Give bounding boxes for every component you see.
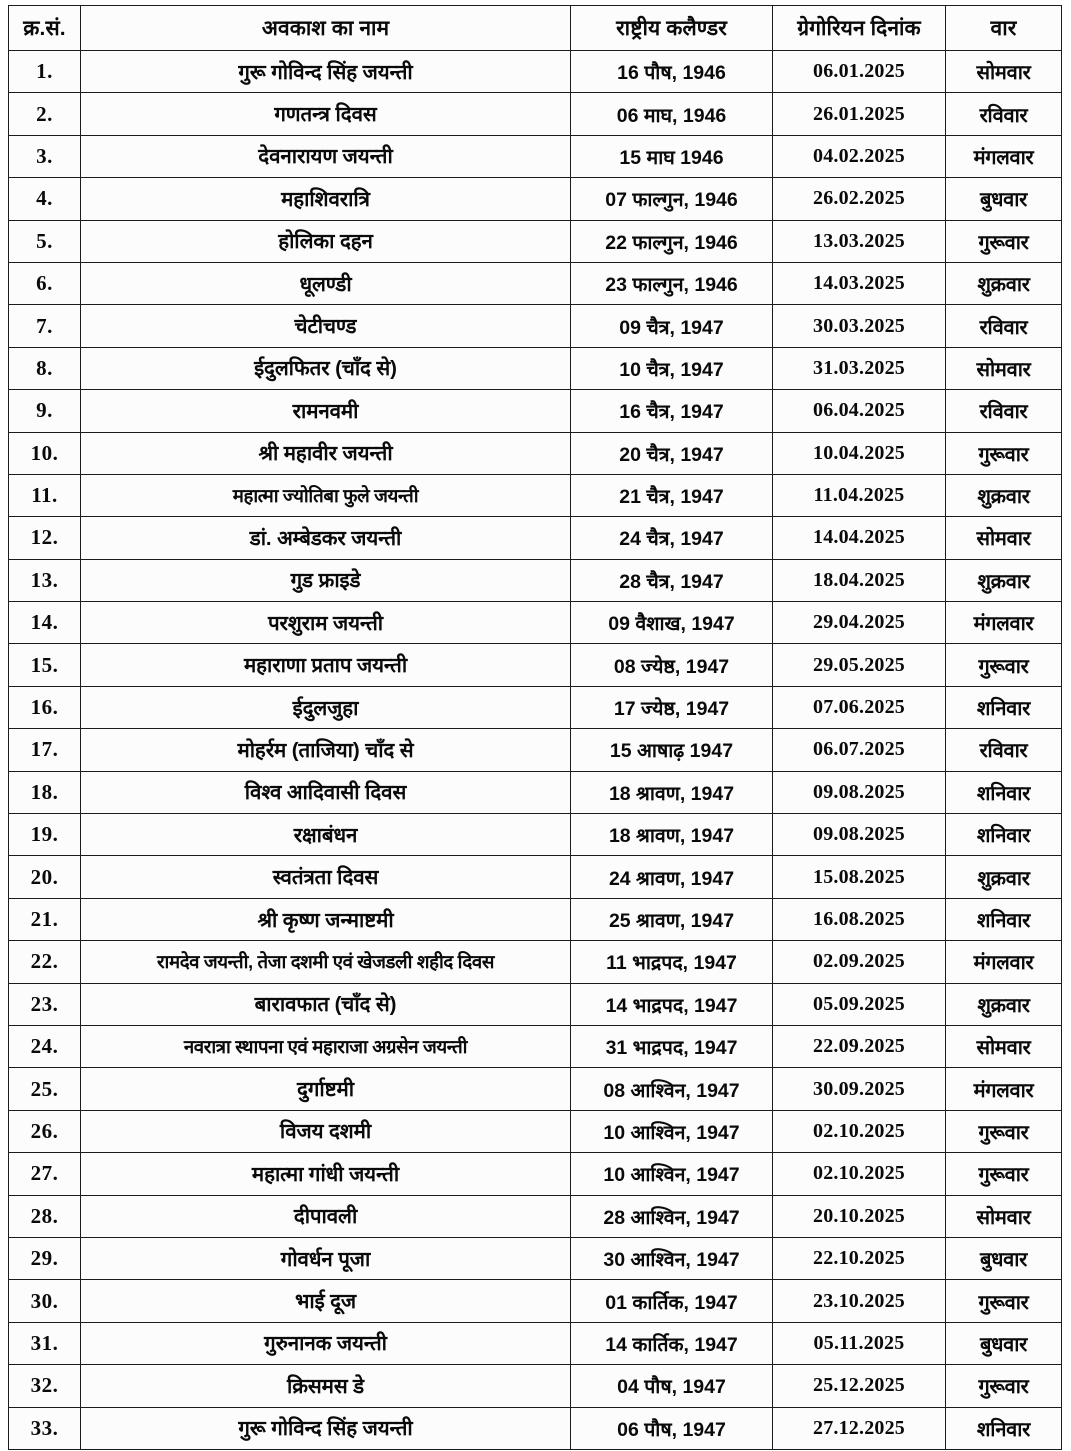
cell-gregorian-date: 30.09.2025 [773,1068,946,1110]
holiday-calendar-container [8,5,1061,1450]
cell-gregorian-date: 30.03.2025 [773,305,946,347]
cell-gregorian-date: 06.01.2025 [773,51,946,93]
cell-serial-number: 29. [9,1237,81,1279]
cell-day-of-week: बुधवार [946,1322,1062,1364]
cell-gregorian-date: 04.02.2025 [773,135,946,177]
cell-gregorian-date: 06.04.2025 [773,390,946,432]
cell-holiday-name: महाशिवरात्रि [81,178,571,220]
cell-day-of-week: गुरूवार [946,432,1062,474]
cell-national-calendar: 17 ज्येष्ठ, 1947 [571,686,773,728]
table-row [9,178,1062,220]
cell-gregorian-date: 29.05.2025 [773,644,946,686]
table-row [9,474,1062,516]
holiday-calendar-table [8,5,1062,1450]
cell-national-calendar: 16 पौष, 1946 [571,51,773,93]
cell-day-of-week: मंगलवार [946,1068,1062,1110]
table-row [9,983,1062,1025]
cell-serial-number: 15. [9,644,81,686]
table-row [9,814,1062,856]
cell-day-of-week: गुरूवार [946,1280,1062,1322]
cell-day-of-week: रविवार [946,93,1062,135]
table-row [9,1153,1062,1195]
table-row [9,305,1062,347]
cell-national-calendar: 09 वैशाख, 1947 [571,602,773,644]
cell-serial-number: 2. [9,93,81,135]
cell-day-of-week: गुरूवार [946,1110,1062,1152]
table-row [9,686,1062,728]
cell-holiday-name: मोहर्रम (ताजिया) चाँद से [81,729,571,771]
cell-day-of-week: सोमवार [946,1025,1062,1067]
cell-national-calendar: 15 माघ 1946 [571,135,773,177]
table-row [9,1322,1062,1364]
cell-gregorian-date: 27.12.2025 [773,1407,946,1449]
table-row [9,220,1062,262]
cell-national-calendar: 20 चैत्र, 1947 [571,432,773,474]
cell-gregorian-date: 20.10.2025 [773,1195,946,1237]
cell-day-of-week: रविवार [946,729,1062,771]
cell-serial-number: 11. [9,474,81,516]
cell-day-of-week: मंगलवार [946,602,1062,644]
table-row [9,1068,1062,1110]
cell-gregorian-date: 14.03.2025 [773,262,946,304]
cell-day-of-week: मंगलवार [946,135,1062,177]
cell-serial-number: 30. [9,1280,81,1322]
cell-holiday-name: विजय दशमी [81,1110,571,1152]
table-row [9,941,1062,983]
cell-holiday-name: महाराणा प्रताप जयन्ती [81,644,571,686]
table-row [9,93,1062,135]
cell-day-of-week: बुधवार [946,178,1062,220]
cell-national-calendar: 06 माघ, 1946 [571,93,773,135]
cell-day-of-week: रविवार [946,390,1062,432]
cell-national-calendar: 08 आश्विन, 1947 [571,1068,773,1110]
cell-holiday-name: गुरुनानक जयन्ती [81,1322,571,1364]
cell-national-calendar: 25 श्रावण, 1947 [571,898,773,940]
cell-holiday-name: गुरू गोविन्द सिंह जयन्ती [81,1407,571,1449]
table-row [9,262,1062,304]
cell-gregorian-date: 26.02.2025 [773,178,946,220]
cell-day-of-week: शुक्रवार [946,983,1062,1025]
cell-national-calendar: 10 आश्विन, 1947 [571,1153,773,1195]
table-row [9,644,1062,686]
table-row [9,1407,1062,1449]
cell-gregorian-date: 02.10.2025 [773,1110,946,1152]
cell-holiday-name: स्वतंत्रता दिवस [81,856,571,898]
cell-national-calendar: 07 फाल्गुन, 1946 [571,178,773,220]
table-row [9,135,1062,177]
cell-serial-number: 19. [9,814,81,856]
cell-gregorian-date: 22.09.2025 [773,1025,946,1067]
cell-day-of-week: शनिवार [946,1407,1062,1449]
cell-gregorian-date: 09.08.2025 [773,814,946,856]
cell-holiday-name: गुरू गोविन्द सिंह जयन्ती [81,51,571,93]
cell-day-of-week: रविवार [946,305,1062,347]
cell-gregorian-date: 26.01.2025 [773,93,946,135]
cell-serial-number: 14. [9,602,81,644]
cell-national-calendar: 24 चैत्र, 1947 [571,517,773,559]
cell-gregorian-date: 13.03.2025 [773,220,946,262]
cell-holiday-name: महात्मा गांधी जयन्ती [81,1153,571,1195]
table-row [9,1195,1062,1237]
table-row [9,771,1062,813]
cell-serial-number: 9. [9,390,81,432]
cell-holiday-name: होलिका दहन [81,220,571,262]
cell-serial-number: 10. [9,432,81,474]
cell-serial-number: 4. [9,178,81,220]
cell-gregorian-date: 05.09.2025 [773,983,946,1025]
cell-day-of-week: शनिवार [946,814,1062,856]
cell-gregorian-date: 14.04.2025 [773,517,946,559]
cell-national-calendar: 10 आश्विन, 1947 [571,1110,773,1152]
cell-gregorian-date: 16.08.2025 [773,898,946,940]
column-header-day: वार [946,6,1062,51]
cell-serial-number: 28. [9,1195,81,1237]
cell-national-calendar: 31 भाद्रपद, 1947 [571,1025,773,1067]
column-header-gregorian-date: ग्रेगोरियन दिनांक [773,6,946,51]
cell-national-calendar: 28 चैत्र, 1947 [571,559,773,601]
cell-serial-number: 21. [9,898,81,940]
cell-day-of-week: शनिवार [946,771,1062,813]
cell-national-calendar: 16 चैत्र, 1947 [571,390,773,432]
cell-national-calendar: 01 कार्तिक, 1947 [571,1280,773,1322]
cell-gregorian-date: 11.04.2025 [773,474,946,516]
column-header-national-calendar: राष्ट्रीय कलैण्डर [571,6,773,51]
cell-holiday-name: डां. अम्बेडकर जयन्ती [81,517,571,559]
cell-holiday-name: ईदुलजुहा [81,686,571,728]
cell-national-calendar: 10 चैत्र, 1947 [571,347,773,389]
cell-national-calendar: 11 भाद्रपद, 1947 [571,941,773,983]
cell-serial-number: 8. [9,347,81,389]
cell-holiday-name: भाई दूज [81,1280,571,1322]
cell-national-calendar: 24 श्रावण, 1947 [571,856,773,898]
table-header [9,6,1062,51]
cell-serial-number: 7. [9,305,81,347]
cell-holiday-name: धूलण्डी [81,262,571,304]
cell-holiday-name: गणतन्त्र दिवस [81,93,571,135]
cell-national-calendar: 21 चैत्र, 1947 [571,474,773,516]
cell-gregorian-date: 18.04.2025 [773,559,946,601]
cell-holiday-name: गुड फ्राइडे [81,559,571,601]
cell-national-calendar: 23 फाल्गुन, 1946 [571,262,773,304]
table-row [9,856,1062,898]
cell-day-of-week: बुधवार [946,1237,1062,1279]
cell-day-of-week: शुक्रवार [946,262,1062,304]
cell-holiday-name: रामनवमी [81,390,571,432]
cell-holiday-name: श्री महावीर जयन्ती [81,432,571,474]
cell-national-calendar: 14 कार्तिक, 1947 [571,1322,773,1364]
table-body [9,51,1062,1450]
cell-national-calendar: 18 श्रावण, 1947 [571,814,773,856]
cell-holiday-name: बारावफात (चाँद से) [81,983,571,1025]
cell-holiday-name: नवरात्रा स्थापना एवं महाराजा अग्रसेन जयन्ती [81,1025,571,1067]
cell-serial-number: 22. [9,941,81,983]
table-row [9,729,1062,771]
cell-gregorian-date: 05.11.2025 [773,1322,946,1364]
cell-serial-number: 32. [9,1365,81,1407]
cell-national-calendar: 18 श्रावण, 1947 [571,771,773,813]
cell-holiday-name: दुर्गाष्टमी [81,1068,571,1110]
cell-gregorian-date: 09.08.2025 [773,771,946,813]
cell-national-calendar: 09 चैत्र, 1947 [571,305,773,347]
cell-day-of-week: गुरूवार [946,1365,1062,1407]
cell-serial-number: 18. [9,771,81,813]
cell-gregorian-date: 07.06.2025 [773,686,946,728]
cell-serial-number: 17. [9,729,81,771]
table-row [9,602,1062,644]
cell-holiday-name: क्रिसमस डे [81,1365,571,1407]
cell-holiday-name: महात्मा ज्योतिबा फुले जयन्ती [81,474,571,516]
cell-serial-number: 5. [9,220,81,262]
cell-holiday-name: श्री कृष्ण जन्माष्टमी [81,898,571,940]
cell-gregorian-date: 23.10.2025 [773,1280,946,1322]
table-row [9,517,1062,559]
cell-holiday-name: गोवर्धन पूजा [81,1237,571,1279]
cell-serial-number: 25. [9,1068,81,1110]
table-row [9,432,1062,474]
cell-day-of-week: शुक्रवार [946,474,1062,516]
column-header-holiday-name: अवकाश का नाम [81,6,571,51]
cell-day-of-week: मंगलवार [946,941,1062,983]
cell-national-calendar: 08 ज्येष्ठ, 1947 [571,644,773,686]
cell-national-calendar: 30 आश्विन, 1947 [571,1237,773,1279]
table-row [9,51,1062,93]
cell-holiday-name: रक्षाबंधन [81,814,571,856]
table-row [9,559,1062,601]
table-row [9,1365,1062,1407]
cell-national-calendar: 06 पौष, 1947 [571,1407,773,1449]
cell-day-of-week: शनिवार [946,898,1062,940]
cell-day-of-week: शुक्रवार [946,856,1062,898]
cell-serial-number: 12. [9,517,81,559]
cell-holiday-name: परशुराम जयन्ती [81,602,571,644]
cell-serial-number: 6. [9,262,81,304]
cell-national-calendar: 15 आषाढ़ 1947 [571,729,773,771]
cell-day-of-week: सोमवार [946,1195,1062,1237]
cell-national-calendar: 14 भाद्रपद, 1947 [571,983,773,1025]
cell-serial-number: 24. [9,1025,81,1067]
table-row [9,1025,1062,1067]
cell-holiday-name: विश्व आदिवासी दिवस [81,771,571,813]
table-row [9,390,1062,432]
cell-serial-number: 33. [9,1407,81,1449]
cell-holiday-name: दीपावली [81,1195,571,1237]
cell-day-of-week: शनिवार [946,686,1062,728]
cell-serial-number: 1. [9,51,81,93]
cell-serial-number: 27. [9,1153,81,1195]
cell-holiday-name: देवनारायण जयन्ती [81,135,571,177]
cell-day-of-week: गुरूवार [946,220,1062,262]
cell-holiday-name: रामदेव जयन्ती, तेजा दशमी एवं खेजडली शहीद दिवस [81,941,571,983]
table-row [9,1110,1062,1152]
table-row [9,1237,1062,1279]
cell-gregorian-date: 22.10.2025 [773,1237,946,1279]
cell-day-of-week: गुरूवार [946,1153,1062,1195]
cell-holiday-name: चेटीचण्ड [81,305,571,347]
cell-holiday-name: ईदुलफितर (चाँद से) [81,347,571,389]
cell-gregorian-date: 02.10.2025 [773,1153,946,1195]
cell-serial-number: 26. [9,1110,81,1152]
cell-gregorian-date: 15.08.2025 [773,856,946,898]
table-row [9,347,1062,389]
cell-national-calendar: 04 पौष, 1947 [571,1365,773,1407]
cell-gregorian-date: 29.04.2025 [773,602,946,644]
table-row [9,898,1062,940]
table-row [9,1280,1062,1322]
table-header-row [9,6,1062,51]
cell-serial-number: 20. [9,856,81,898]
cell-gregorian-date: 31.03.2025 [773,347,946,389]
cell-serial-number: 3. [9,135,81,177]
column-header-serial-number: क्र.सं. [9,6,81,51]
cell-day-of-week: सोमवार [946,51,1062,93]
cell-day-of-week: गुरूवार [946,644,1062,686]
cell-gregorian-date: 06.07.2025 [773,729,946,771]
cell-serial-number: 13. [9,559,81,601]
cell-national-calendar: 22 फाल्गुन, 1946 [571,220,773,262]
cell-gregorian-date: 10.04.2025 [773,432,946,474]
cell-national-calendar: 28 आश्विन, 1947 [571,1195,773,1237]
cell-serial-number: 23. [9,983,81,1025]
cell-day-of-week: सोमवार [946,517,1062,559]
cell-serial-number: 31. [9,1322,81,1364]
cell-serial-number: 16. [9,686,81,728]
cell-day-of-week: शुक्रवार [946,559,1062,601]
cell-day-of-week: सोमवार [946,347,1062,389]
cell-gregorian-date: 02.09.2025 [773,941,946,983]
cell-gregorian-date: 25.12.2025 [773,1365,946,1407]
